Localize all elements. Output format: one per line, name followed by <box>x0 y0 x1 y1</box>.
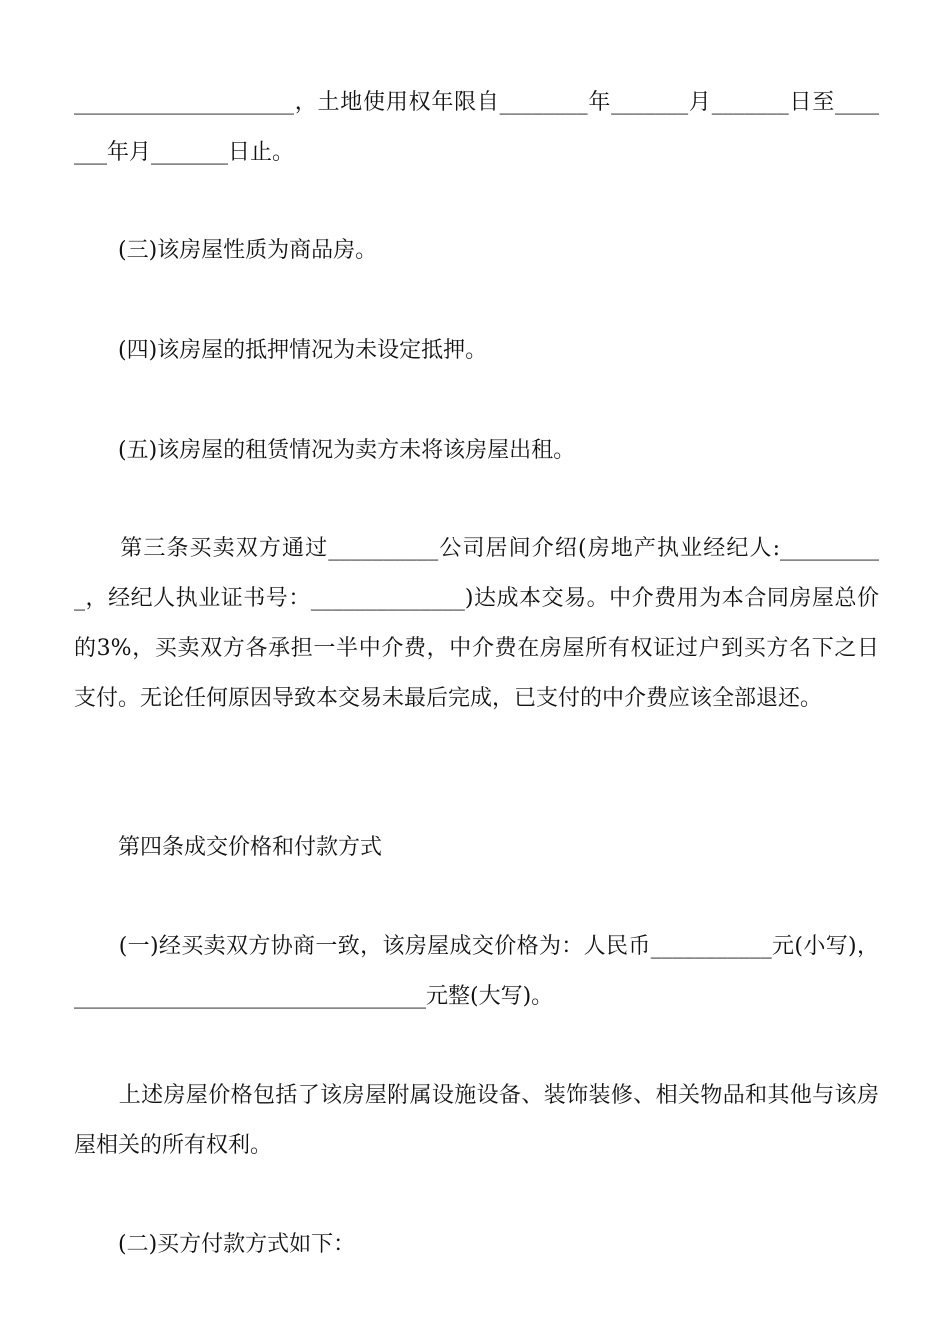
text-line-land-use-term: ____________________，土地使用权年限自________年_______月_______日至____ <box>74 90 879 115</box>
article-4-clause-1-line-1: (一)经买卖双方协商一致，该房屋成交价格为：人民币___________元(小写)， <box>74 934 879 959</box>
article-3-line-3: 的3%，买卖双方各承担一半中介费，中介费在房屋所有权证过户到买方名下之日 <box>74 636 879 661</box>
price-includes-line-2: 屋相关的所有权利。 <box>74 1133 273 1158</box>
article-3-line-4: 支付。无论任何原因导致本交易未最后完成，已支付的中介费应该全部退还。 <box>74 686 823 711</box>
clause-5-lease-status: (五)该房屋的租赁情况为卖方未将该房屋出租。 <box>74 438 576 463</box>
article-4-clause-2-payment: (二)买方付款方式如下： <box>74 1232 356 1257</box>
price-includes-line-1: 上述房屋价格包括了该房屋附属设施设备、装饰装修、相关物品和其他与该房 <box>74 1083 879 1108</box>
article-3-line-1: 第三条买卖双方通过__________公司居间介绍(房地产执业经纪人:_________ <box>74 536 879 561</box>
clause-3-property-nature: (三)该房屋性质为商品房。 <box>74 238 378 263</box>
article-4-heading: 第四条成交价格和付款方式 <box>74 835 383 860</box>
article-4-clause-1-line-2: ________________________________元整(大写)。 <box>74 984 554 1009</box>
text-line-land-use-end: ___年月_______日止。 <box>74 140 295 165</box>
clause-4-mortgage-status: (四)该房屋的抵押情况为未设定抵押。 <box>74 338 488 363</box>
article-3-line-2: _，经纪人执业证书号：______________)达成本交易。中介费用为本合同房屋总价 <box>74 586 879 611</box>
